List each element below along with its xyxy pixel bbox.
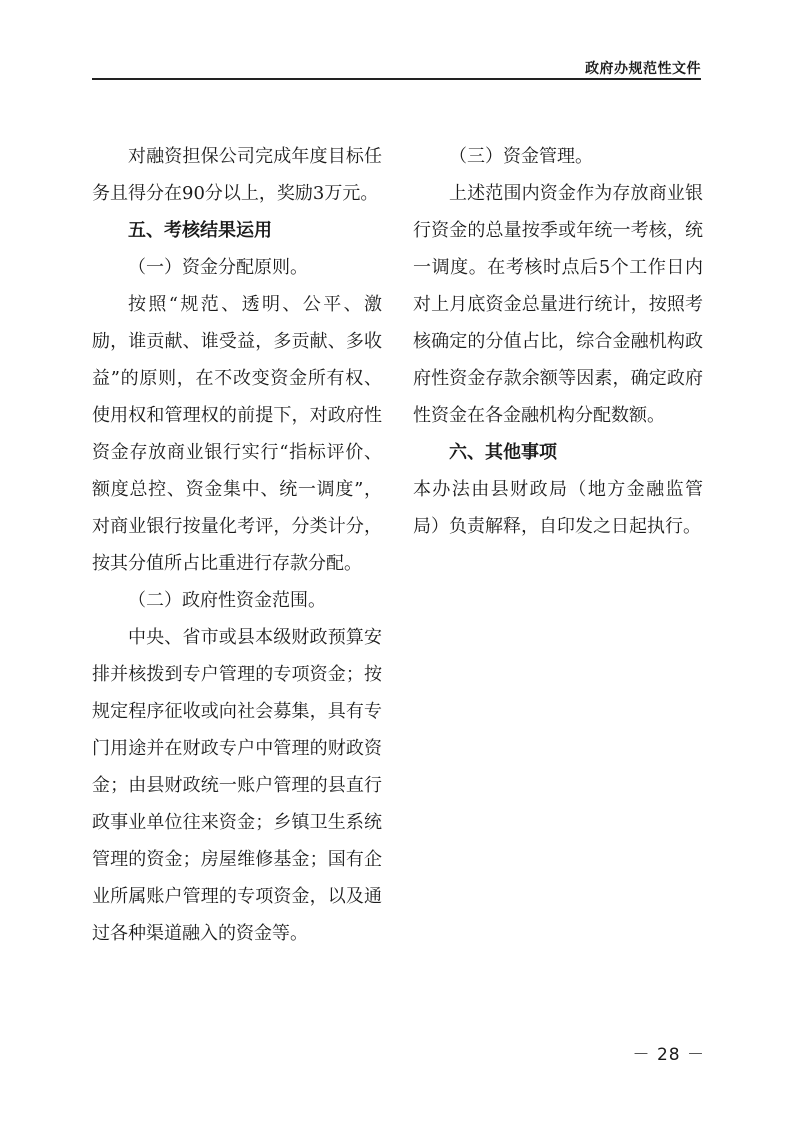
paragraph-reward-clause: 对融资担保公司完成年度目标任务且得分在90分以上，奖励3万元。 bbox=[92, 146, 382, 204]
subsection-fund-management: （三）资金管理。 bbox=[449, 146, 593, 167]
left-text-column bbox=[92, 138, 382, 952]
subsection-fund-allocation-principle: （一）资金分配原则。 bbox=[128, 257, 308, 278]
section-heading-assessment-results: 五、考核结果运用 bbox=[128, 220, 272, 241]
paragraph-fund-management: 上述范围内资金作为存放商业银行资金的总量按季或年统一考核，统一调度。在考核时点后5个工作日内对上月底资金总量进行统计，按照考核确定的分值占比，综合金融机构政府性资金存款余额等因素，确定政府性资金在各金融机构分配数额。 bbox=[413, 183, 703, 426]
section-heading-other-matters: 六、其他事项 bbox=[449, 442, 557, 463]
paragraph-interpretation-effective-date: 本办法由县财政局（地方金融监管局）负责解释，自印发之日起执行。 bbox=[413, 479, 703, 537]
right-text-column bbox=[413, 138, 703, 545]
header-divider bbox=[92, 78, 701, 80]
document-category-header: 政府办规范性文件 bbox=[585, 61, 701, 77]
page-number: － 28 － bbox=[632, 1045, 705, 1065]
subsection-government-fund-scope: （二）政府性资金范围。 bbox=[128, 590, 326, 611]
paragraph-fund-scope: 中央、省市或县本级财政预算安排并核拨到专户管理的专项资金；按规定程序征收或向社会募集，具有专门用途并在财政专户中管理的财政资金；由县财政统一账户管理的县直行政事业单位往来资金；乡镇卫生系统管理的资金；房屋维修基金；国有企业所属账户管理的专项资金，以及通过各种渠道融入的资金等。 bbox=[92, 627, 382, 944]
paragraph-allocation-principle: 按照“规范、透明、公平、激励，谁贡献、谁受益，多贡献、多收益”的原则，在不改变资金所有权、使用权和管理权的前提下，对政府性资金存放商业银行实行“指标评价、额度总控、资金集中、统一调度”，对商业银行按量化考评，分类计分，按其分值所占比重进行存款分配。 bbox=[92, 294, 382, 574]
